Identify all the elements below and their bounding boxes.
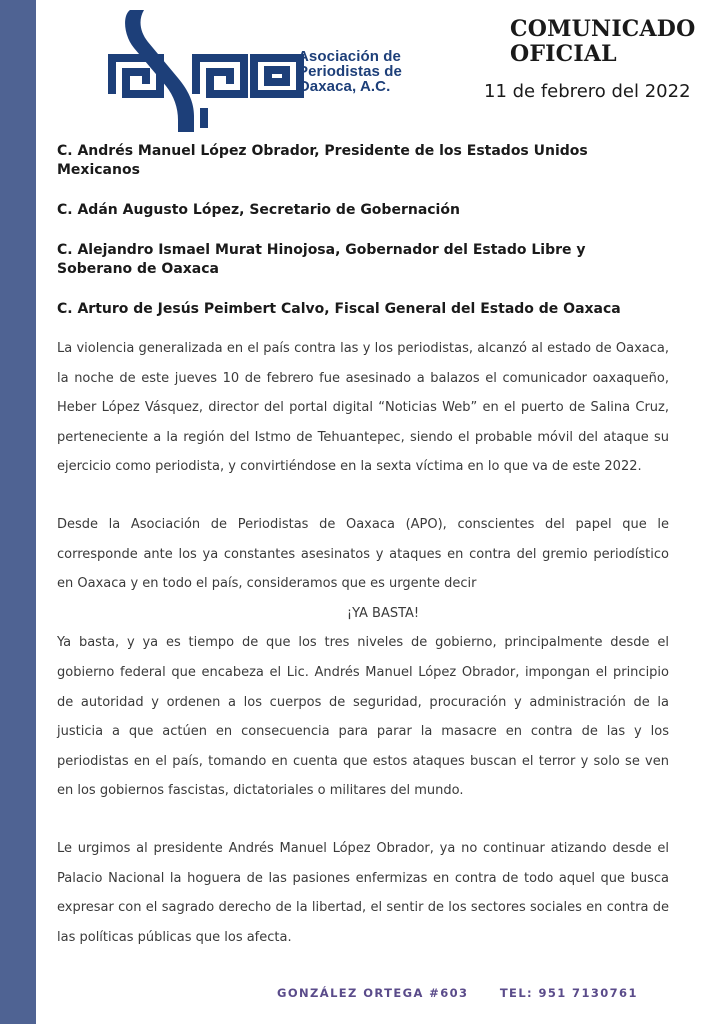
title-line-1: COMUNICADO [510, 16, 696, 42]
logo-line-2: Periodistas de [298, 63, 402, 80]
logo-line-1: Asociación de [298, 48, 401, 65]
logo-line-3: Oaxaca, A.C. [298, 78, 391, 95]
recipients-list [57, 142, 657, 319]
footer-address: GONZÁLEZ ORTEGA #603 [277, 986, 469, 1000]
organization-name [298, 49, 402, 94]
footer-phone: TEL: 951 7130761 [499, 986, 638, 1000]
paragraph-1: La violencia generalizada en el país contra las y los periodistas, alcanzó al estado de Oaxaca, la noche de este jueves 10 de febrero fue asesinado a balazos el comunicador oaxaqueño, Heber López Vásquez, director del portal digital “Noticias Web” en el puerto de Salina Cruz, perteneciente a la región del Istmo de Tehuantepec, siendo el probable móvil del ataque su ejercicio como periodista, y convirtiéndose en la sexta víctima en lo que va de este 2022. [57, 341, 669, 475]
recipient-secretary: C. Adán Augusto López, Secretario de Gobernación [57, 202, 460, 218]
statement-body [57, 334, 669, 952]
paragraph-2: Desde la Asociación de Periodistas de Oaxaca (APO), conscientes del papel que le corresponde ante los ya constantes asesinatos y ataques en contra del gremio periodístico en Oaxaca y en todo el país, consideramos que es urgente decir [57, 516, 669, 592]
title-line-2: OFICIAL [510, 41, 617, 67]
recipient-prosecutor: C. Arturo de Jesús Peimbert Calvo, Fiscal General del Estado de Oaxaca [57, 301, 621, 317]
footer-contact [277, 986, 638, 1000]
paragraph-4: Le urgimos al presidente Andrés Manuel López Obrador, ya no continuar atizando desde el Palacio Nacional la hoguera de las pasiones enfermizas en contra de todo aquel que busca expresar con el sagrado derecho de la libertad, el sentir de los sectores sociales en contra de las políticas públicas que los afecta. [57, 840, 669, 945]
ya-basta-line: ¡YA BASTA! [346, 605, 420, 621]
left-accent-bar [0, 0, 36, 1024]
document-title [510, 17, 695, 67]
recipient-president: C. Andrés Manuel López Obrador, Presidente de los Estados Unidos Mexicanos [57, 143, 588, 178]
document-date: 11 de febrero del 2022 [484, 81, 691, 102]
paragraph-3: Ya basta, y ya es tiempo de que los tres niveles de gobierno, principalmente desde el gobierno federal que encabeza el Lic. Andrés Manuel López Obrador, impongan el principio de autoridad y ordenen a los cuerpos de seguridad, procuración y administración de la justicia a que actúen en consecuencia para parar la masacre en contra de las y los periodistas en el país, tomando en cuenta que estos ataques buscan el terror y solo se ven en los gobiernos fascistas, dictatoriales o militares del mundo. [57, 635, 669, 799]
recipient-governor: C. Alejandro Ismael Murat Hinojosa, Gobernador del Estado Libre y Soberano de Oaxaca [57, 242, 586, 277]
